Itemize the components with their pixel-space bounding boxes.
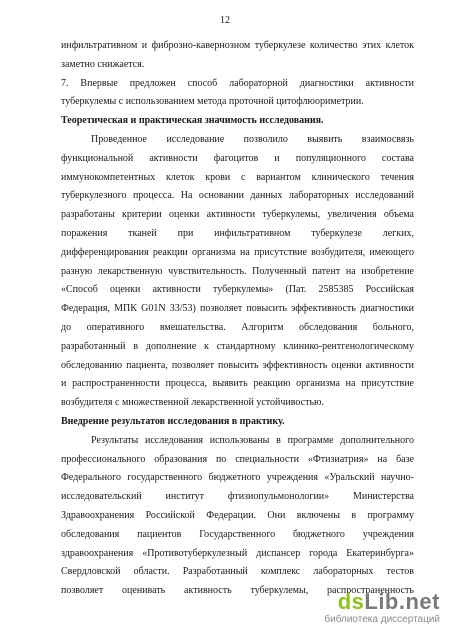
text-line: разработаны критерии оценки активности туберкулемы, увеличения объема [61, 209, 414, 221]
text-line: Здравоохранения Российской Федерации. Они включены в программу [61, 509, 414, 521]
text-line: туберкулемы с использованием метода проточной цитофлюориметрии. [61, 96, 364, 108]
page-number: 12 [220, 15, 230, 26]
text-line: Федерального государственного бюджетного учреждения «Уральский научно- [61, 472, 414, 484]
text-line: разработанный в дополнение к стандартному клинико-рентгенологическому [61, 340, 414, 352]
dslib-watermark [300, 589, 440, 629]
text-line: иммунокомпетентных клеток крови с вариантом клинического течения [61, 171, 414, 183]
text-line: инфильтративном и фиброзно-кавернозном туберкулезе количество этих клеток [61, 40, 414, 51]
text-line: дифференцирования реакции организма на присутствие возбудителя, имеющего [61, 246, 414, 258]
text-line: Проведенное исследование позволило выявить взаимосвязь [91, 133, 414, 145]
logo-ds: ds [337, 589, 365, 614]
text-line: «Способ оценки активности туберкулемы» (Пат. 2585385 Российская [61, 284, 414, 296]
text-line: функциональной активности фагоцитов и популяционного состава [61, 152, 414, 164]
section-heading: Теоретическая и практическая значимость исследования. [61, 115, 324, 127]
text-line: поражения тканей при инфильтративном туберкулезе легких, [61, 227, 414, 239]
text-line: обследованию пациента, позволяет повысить эффективность оценки активности [61, 359, 414, 371]
text-line: здравоохранения «Противотуберкулезный диспансер города Екатеринбурга» [61, 547, 414, 559]
logo-net: .net [398, 589, 440, 614]
document-body [61, 37, 414, 601]
logo-tagline: библиотека диссертаций [324, 614, 440, 625]
text-line: Свердловской области. Разработанный комплекс лабораторных тестов [61, 566, 414, 578]
text-line: заметно снижается. [61, 58, 145, 70]
text-line: и распространенности процесса, выявить реакцию организма на присутствие [61, 378, 414, 390]
text-line: 7. Впервые предложен способ лабораторной диагностики активности [61, 77, 414, 89]
text-line: профессионального образования по специальности «Фтизиатрия» на базе [61, 453, 414, 465]
text-line: исследовательский институт фтизиопульмонологии» Министерства [61, 491, 414, 503]
text-line: до оперативного вмешательства. Алгоритм обследования больного, [61, 321, 414, 333]
logo-lib: Lib [364, 589, 399, 614]
dslib-logo [338, 589, 440, 615]
text-line: разную лекарственную чувствительность. Полученный патент на изобретение [61, 265, 414, 277]
text-line: позволяет оценивать активность туберкулемы, распространенность [61, 585, 414, 597]
text-line: Результаты исследования использованы в программе дополнительного [91, 434, 414, 446]
text-line: обследования пациентов Государственного бюджетного учреждения [61, 528, 414, 540]
text-line: Федерация, МПК G01N 33/53) позволяет повысить эффективность диагностики [61, 303, 414, 315]
section-heading: Внедрение результатов исследования в практику. [61, 415, 285, 427]
text-line: туберкулезного процесса. На основании данных лабораторных исследований [61, 190, 414, 202]
text-line: возбудителя с множественной лекарственной устойчивостью. [61, 397, 325, 409]
